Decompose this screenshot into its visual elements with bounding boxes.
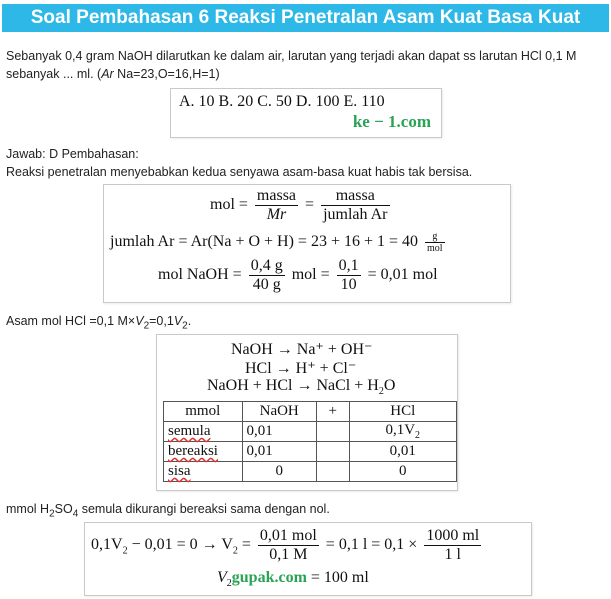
- header-plus: +: [316, 402, 349, 422]
- row-label: semula: [168, 423, 211, 439]
- table-row: [164, 462, 457, 482]
- header-hcl: HCl: [349, 402, 457, 422]
- subscript: 2: [122, 545, 128, 557]
- subscript: 2: [49, 508, 55, 520]
- result: = 0,01 mol: [367, 266, 438, 284]
- hcl-cell: [349, 422, 457, 442]
- numerator: massa: [256, 187, 297, 204]
- subscript: 2: [378, 386, 384, 398]
- jumlah-ar-line: [110, 231, 448, 254]
- table-header-row: [164, 402, 457, 422]
- final-equation: [91, 527, 484, 564]
- v-symbol: V: [173, 314, 183, 328]
- naoh-cell: 0,01: [242, 442, 316, 462]
- reaction-box: [156, 334, 458, 491]
- reaction-text-end: O: [383, 377, 396, 394]
- header-mmol: mmol: [164, 402, 243, 422]
- equals: =: [237, 536, 251, 554]
- denominator: 1 l: [444, 546, 461, 563]
- header-naoh: NaOH: [242, 402, 316, 422]
- mmol-text: mmol H: [6, 502, 50, 516]
- row-label: bereaksi: [168, 443, 218, 459]
- ar-symbol: Ar: [101, 67, 114, 81]
- denominator: 10: [340, 276, 357, 293]
- acid-equals: =0,1: [149, 314, 174, 328]
- value-fraction: [337, 257, 361, 294]
- subscript: 2: [415, 430, 421, 441]
- mmol-text-end: semula dikurangi bereaksi sama dengan nol.: [78, 502, 330, 516]
- options-box: [170, 88, 442, 138]
- subscript: 2: [182, 320, 188, 332]
- denominator: 40 g: [252, 276, 281, 293]
- period: .: [187, 314, 192, 328]
- row-label: sisa: [168, 463, 191, 479]
- question-line-1: Sebanyak 0,4 gram NaOH dilarutkan ke dalam air, larutan yang terjadi akan dapat ss larutan HCl 0,1 M: [6, 49, 577, 63]
- mmol-table: [163, 401, 457, 482]
- question-line-2: [6, 66, 220, 83]
- subscript: 4: [72, 508, 79, 520]
- final-result: [217, 569, 369, 589]
- final-box: [84, 522, 532, 596]
- numerator: 0,1: [338, 257, 359, 274]
- mid: − 0,01 = 0 → V: [127, 536, 233, 554]
- table-row: [164, 422, 457, 442]
- subscript: 2: [226, 578, 232, 590]
- page-title: Soal Pembahasan 6 Reaksi Penetralan Asam Kuat Basa Kuat: [2, 4, 609, 32]
- plus-cell: [316, 442, 349, 462]
- numerator: massa: [321, 187, 389, 206]
- mass-fraction: [249, 257, 285, 294]
- acid-mol-line: [6, 313, 191, 335]
- question-text: sebanyak ... ml. (: [6, 67, 102, 81]
- volume-fraction: [258, 527, 319, 564]
- mmol-line: [6, 501, 330, 523]
- result: = 100 ml: [306, 569, 369, 586]
- v-symbol: V: [135, 314, 144, 328]
- massa-mr-fraction: [255, 187, 298, 224]
- table-row: [164, 442, 457, 462]
- v-symbol: V: [217, 569, 227, 586]
- plus-cell: [316, 462, 349, 482]
- mol-label: mol =: [210, 196, 248, 214]
- mmol-text-mid: SO: [54, 502, 73, 516]
- denominator: Mr: [266, 206, 287, 223]
- acid-text: Asam mol HCl =0,1 M×: [6, 314, 136, 328]
- mol-equals: mol =: [291, 266, 330, 284]
- answer-heading: Jawab: D Pembahasan:: [6, 147, 139, 161]
- hcl-value: 0,1V: [385, 422, 416, 438]
- denominator: 0,1 M: [269, 546, 308, 563]
- numerator: 0,01 mol: [259, 527, 317, 544]
- answer-explanation: Reaksi penetralan menyebabkan kedua senyawa asam-basa kuat habis tak bersisa.: [6, 165, 473, 179]
- numerator: g: [425, 231, 445, 243]
- mol-naoh-line: [158, 257, 438, 294]
- mid2: = 0,1 l = 0,1 ×: [325, 536, 418, 554]
- denominator: mol: [427, 243, 443, 254]
- denominator: jumlah Ar: [323, 206, 388, 223]
- subscript: 2: [143, 320, 150, 332]
- unit-fraction: [425, 231, 445, 254]
- watermark-site: ke − 1.com: [352, 112, 431, 131]
- hcl-cell: [349, 462, 457, 482]
- equals: =: [305, 196, 315, 214]
- jumlah-ar-text: jumlah Ar = Ar(Na + O + H) = 23 + 16 + 1 = 40: [110, 233, 419, 251]
- reaction-text: NaOH + HCl → NaCl + H: [207, 377, 379, 394]
- numerator: 1000 ml: [426, 527, 480, 544]
- reaction-neutralization: [207, 377, 395, 397]
- answer-options: A. 10 B. 20 C. 50 D. 100 E. 110: [179, 93, 385, 110]
- hcl-cell: [349, 442, 457, 462]
- hcl-value: 0: [399, 463, 407, 479]
- watermark-site: gupak.com: [231, 569, 307, 586]
- hcl-value: 0,01: [389, 443, 416, 459]
- mol-naoh-label: mol NaOH =: [158, 266, 242, 284]
- numerator: 0,4 g: [250, 257, 283, 274]
- massa-jumlah-fraction: [321, 187, 389, 224]
- naoh-cell: 0,01: [242, 422, 316, 442]
- mol-formula: [210, 187, 393, 224]
- naoh-cell: 0: [242, 462, 316, 482]
- formula-box: [103, 184, 511, 303]
- plus-cell: [316, 422, 349, 442]
- subscript: 2: [232, 545, 238, 557]
- lhs: 0,1V: [91, 536, 123, 554]
- reaction-hcl: HCl → H⁺ + Cl⁻: [245, 360, 357, 377]
- reaction-naoh: NaOH → Na⁺ + OH⁻: [231, 341, 373, 358]
- conversion-fraction: [424, 527, 481, 564]
- question-text-end: Na=23,O=16,H=1): [113, 67, 220, 81]
